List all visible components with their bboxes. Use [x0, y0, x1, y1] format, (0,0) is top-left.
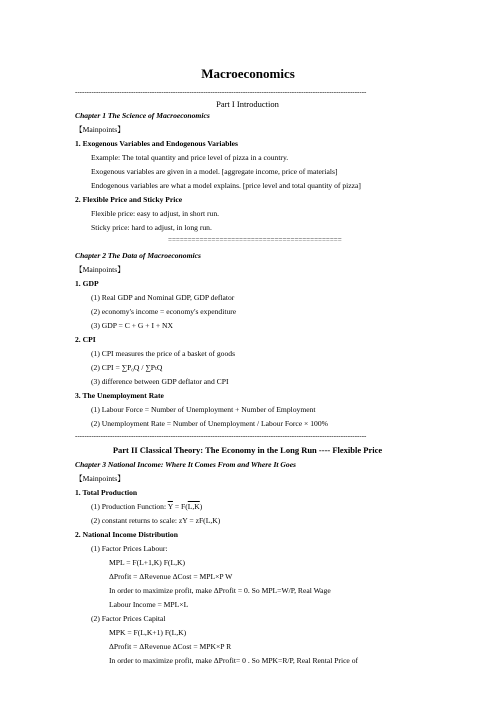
- section-heading: 3. The Unemployment Rate: [75, 391, 164, 400]
- text-line: MPL = F(L+1,K) F(L,K): [109, 558, 185, 567]
- document-title: Macroeconomics: [201, 66, 295, 81]
- text-line: Labour Income = MPL×L: [109, 600, 189, 609]
- text-line: (1) Labour Force = Number of Unemployment + Number of Employment: [91, 405, 316, 414]
- text-line: Exogenous variables are given in a model. [aggregate income, price of materials]: [91, 167, 338, 176]
- text-line: (3) GDP = C + G + I + NX: [91, 321, 174, 330]
- text-line: (2) economy's income = economy's expenditure: [91, 307, 237, 316]
- chapter-heading: Chapter 3 National Income: Where It Comes From and Where It Goes: [75, 460, 297, 469]
- text-line: (3) difference between GDP deflator and CPI: [91, 377, 229, 386]
- text-line: MPK = F(L,K+1) F(L,K): [109, 628, 187, 637]
- text-line: In order to maximize profit, make ΔProfit= 0 . So MPK=R/P, Real Rental Price of: [109, 656, 359, 665]
- text-line: Flexible price: easy to adjust, in short run.: [91, 209, 220, 218]
- text-line: (2) constant returns to scale: zY = zF(L,K): [91, 516, 221, 525]
- section-heading: 2. CPI: [75, 335, 96, 344]
- text-line: ΔProfit = ΔRevenue ΔCost = MPK×P R: [109, 642, 232, 651]
- text-line: ΔProfit = ΔRevenue ΔCost = MPL×P W: [109, 572, 233, 581]
- section-heading: 1. Exogenous Variables and Endogenous Variables: [75, 139, 238, 148]
- chapter-heading: Chapter 1 The Science of Macroeconomics: [75, 111, 210, 120]
- part-heading: Part II Classical Theory: The Economy in the Long Run ---- Flexible Price: [112, 445, 383, 455]
- equals-divider: ============================================: [168, 236, 342, 244]
- text-line: (2) CPI = ∑P₀Q / ∑PₜQ: [91, 363, 163, 372]
- text-line: Example: The total quantity and price level of pizza in a country.: [91, 153, 289, 162]
- section-heading: 2. Flexible Price and Sticky Price: [75, 195, 183, 204]
- text-line: Endogenous variables are what a model explains. [price level and total quantity of pizza]: [91, 181, 361, 190]
- mainpoints-label: 【Mainpoints】: [75, 265, 125, 274]
- text-line: (2) Unemployment Rate = Number of Unemployment / Labour Force × 100%: [91, 419, 328, 428]
- chapter-heading: Chapter 2 The Data of Macroeconomics: [75, 251, 201, 260]
- section-heading: 1. Total Production: [75, 488, 138, 497]
- text-line: (2) Factor Prices Capital: [91, 614, 166, 623]
- text-line: Sticky price: hard to adjust, in long run.: [91, 223, 212, 232]
- production-function-line: (1) Production Function: $\overline{Y} = F(L,K)$: [91, 502, 203, 511]
- section-heading: 2. National Income Distribution: [75, 530, 178, 539]
- section-heading: 1. GDP: [75, 279, 99, 288]
- text-line: (1) CPI measures the price of a basket of goods: [91, 349, 236, 358]
- mainpoints-label: 【Mainpoints】: [75, 474, 125, 483]
- mainpoints-label: 【Mainpoints】: [75, 125, 125, 134]
- dash-divider: -----------------------------------------------------------------------------------------------------------------------------: [75, 432, 367, 440]
- text-line: (1) Factor Prices Labour:: [91, 544, 168, 553]
- part-heading: Part I Introduction: [216, 99, 279, 109]
- text-line: (1) Real GDP and Nominal GDP, GDP deflator: [91, 293, 235, 302]
- text-line: In order to maximize profit, make ΔProfit = 0. So MPL=W/P, Real Wage: [109, 586, 331, 595]
- dash-divider: -----------------------------------------------------------------------------------------------------------------------------: [75, 88, 367, 96]
